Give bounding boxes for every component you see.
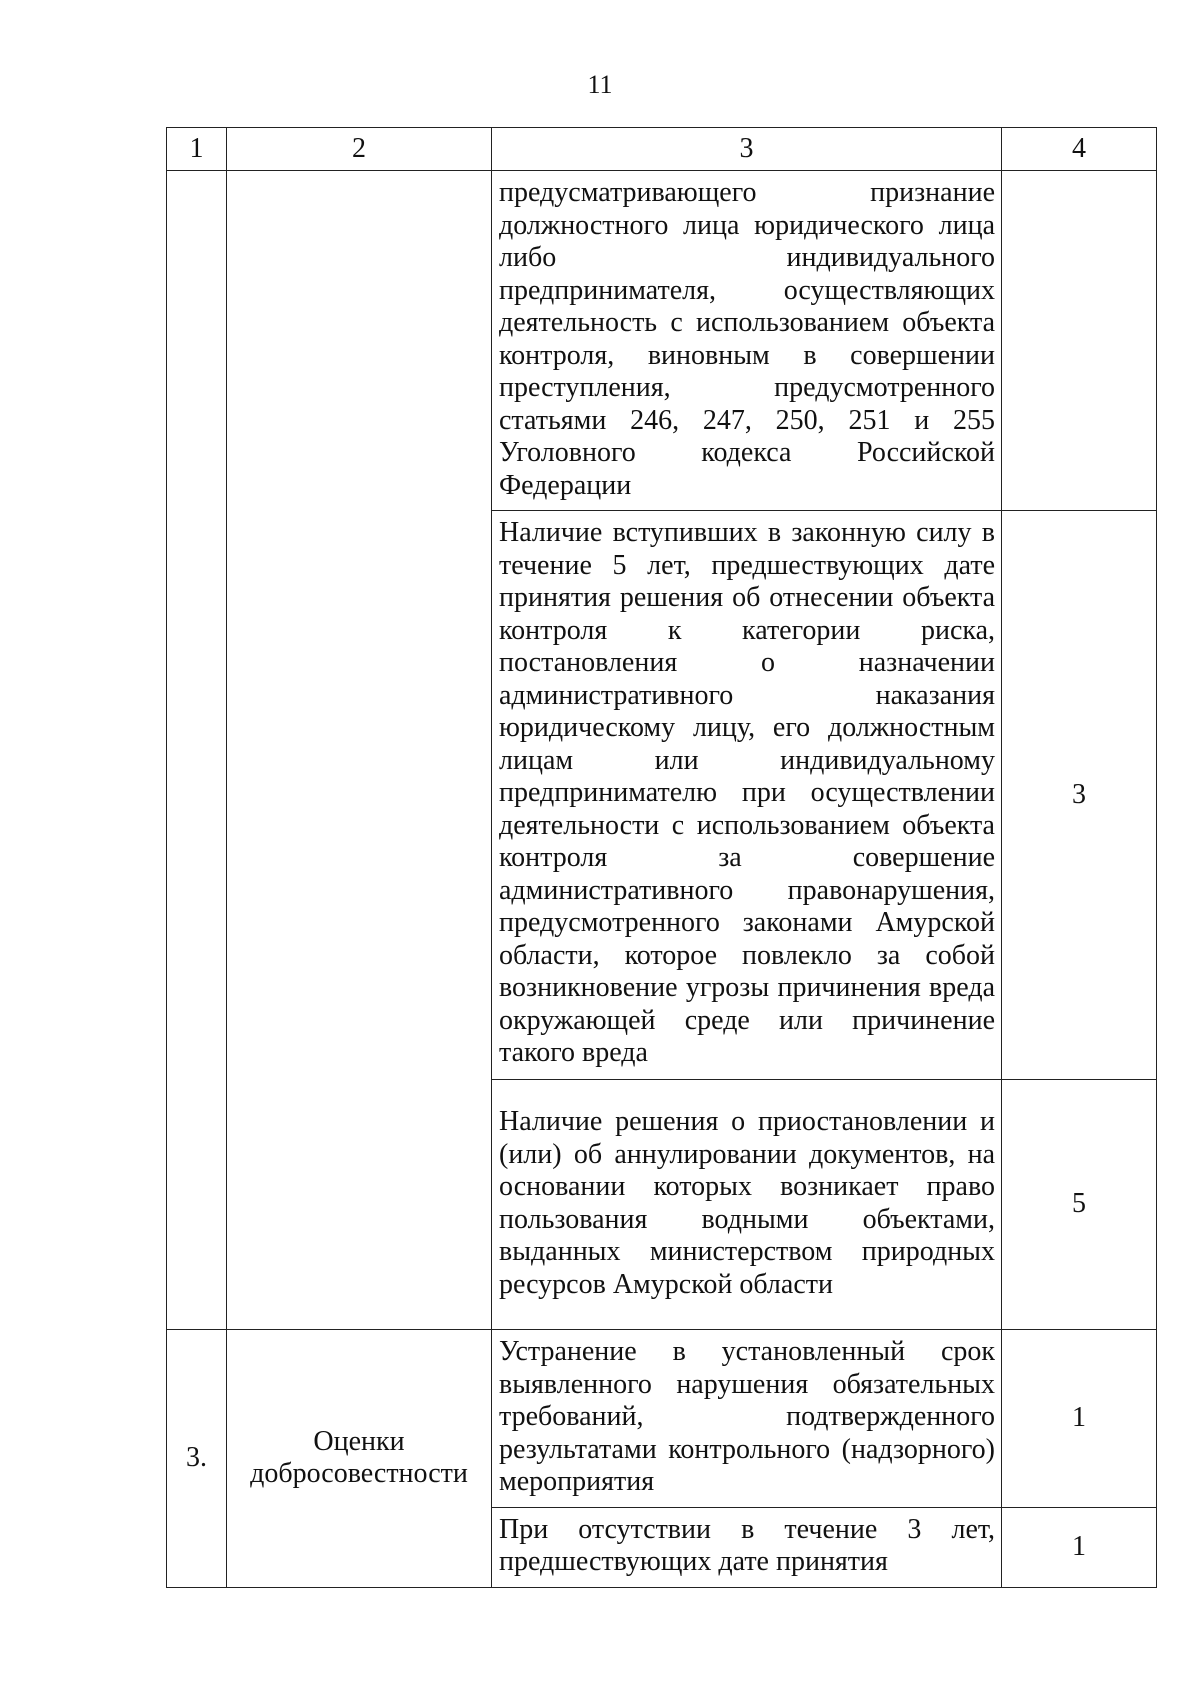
criterion-cell: При отсутствии в течение 3 лет, предшествующих дате принятия <box>492 1507 1002 1587</box>
criterion-cell: предусматривающего признание должностного лица юридического лица либо индивидуального предпринимателя, осуществляющих деятельность с использованием объекта контроля, виновным в совершении преступления, предусмотренного статьями 246, 247, 250, 251 и 255 Уголовного кодекса Российской Федерации <box>492 171 1002 511</box>
points-cell <box>1002 171 1157 511</box>
criteria-table <box>166 127 1157 1588</box>
section-index-cell: 3. <box>167 1330 227 1588</box>
index-cell-continued <box>167 171 227 1330</box>
criterion-cell: Устранение в установленный срок выявленного нарушения обязательных требований, подтвержденного результатами контрольного (надзорного) мероприятия <box>492 1330 1002 1508</box>
column-header-1: 1 <box>167 128 227 171</box>
column-header-3: 3 <box>492 128 1002 171</box>
criterion-cell: Наличие решения о приостановлении и (или) об аннулировании документов, на основании которых возникает право пользования водными объектами, выданных министерством природных ресурсов Амурской области <box>492 1080 1002 1330</box>
points-cell: 1 <box>1002 1330 1157 1508</box>
section-category-cell: Оценки добросовестности <box>227 1330 492 1588</box>
points-cell: 1 <box>1002 1507 1157 1587</box>
column-header-2: 2 <box>227 128 492 171</box>
table-row <box>167 1330 1157 1508</box>
points-cell: 5 <box>1002 1080 1157 1330</box>
table-row <box>167 171 1157 511</box>
column-header-4: 4 <box>1002 128 1157 171</box>
points-cell: 3 <box>1002 511 1157 1080</box>
criterion-cell: Наличие вступивших в законную силу в течение 5 лет, предшествующих дате принятия решения об отнесении объекта контроля к категории риска, постановления о назначении административного наказания юридическому лицу, его должностным лицам или индивидуальному предпринимателю при осуществлении деятельности с использованием объекта контроля за совершение административного правонарушения, предусмотренного законами Амурской области, которое повлекло за собой возникновение угрозы причинения вреда окружающей среде или причинение такого вреда <box>492 511 1002 1080</box>
table-header-row <box>167 128 1157 171</box>
page-number: 11 <box>587 70 613 99</box>
category-cell-continued <box>227 171 492 1330</box>
